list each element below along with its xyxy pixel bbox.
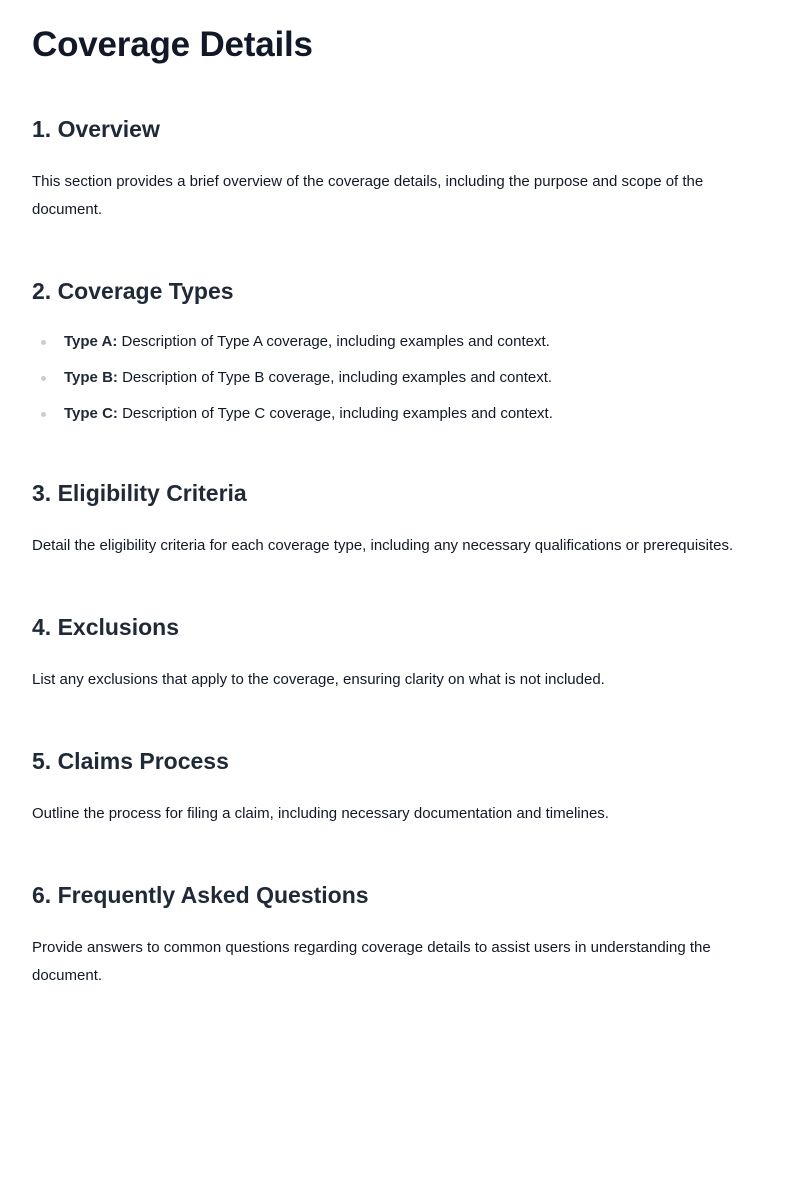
section-overview bbox=[32, 114, 768, 224]
page-title: Coverage Details bbox=[32, 25, 313, 64]
section-body: Detail the eligibility criteria for each coverage type, including any necessary qualifications or prerequisites. bbox=[32, 537, 734, 554]
list-item-term: Type C: bbox=[64, 405, 118, 422]
list-item-term: Type B: bbox=[64, 369, 118, 386]
section-heading: 4. Exclusions bbox=[32, 614, 180, 640]
section-heading: 2. Coverage Types bbox=[32, 278, 234, 304]
coverage-types-list bbox=[32, 330, 768, 426]
section-body: Outline the process for filing a claim, including necessary documentation and timelines. bbox=[32, 805, 609, 822]
section-claims-process bbox=[32, 746, 768, 828]
list-item-text: Description of Type B coverage, including examples and context. bbox=[117, 369, 553, 386]
section-body: List any exclusions that apply to the coverage, ensuring clarity on what is not included. bbox=[32, 671, 605, 688]
section-faq bbox=[32, 880, 768, 990]
list-item bbox=[32, 366, 768, 390]
list-item bbox=[32, 330, 768, 354]
section-heading: 6. Frequently Asked Questions bbox=[32, 882, 369, 908]
section-exclusions bbox=[32, 612, 768, 694]
section-heading: 3. Eligibility Criteria bbox=[32, 480, 247, 506]
bullet-icon bbox=[41, 376, 46, 381]
list-item-term: Type A: bbox=[64, 333, 118, 350]
section-body: Provide answers to common questions regarding coverage details to assist users in understanding the document. bbox=[32, 939, 711, 984]
bullet-icon bbox=[41, 412, 46, 417]
section-body: This section provides a brief overview of the coverage details, including the purpose and scope of the document. bbox=[32, 173, 704, 218]
list-item-text: Description of Type C coverage, including examples and context. bbox=[117, 405, 553, 422]
section-heading: 5. Claims Process bbox=[32, 748, 229, 774]
section-heading: 1. Overview bbox=[32, 116, 160, 142]
section-coverage-types bbox=[32, 276, 768, 426]
list-item-text: Description of Type A coverage, including examples and context. bbox=[117, 333, 550, 350]
list-item bbox=[32, 402, 768, 426]
bullet-icon bbox=[41, 340, 46, 345]
section-eligibility-criteria bbox=[32, 478, 768, 560]
